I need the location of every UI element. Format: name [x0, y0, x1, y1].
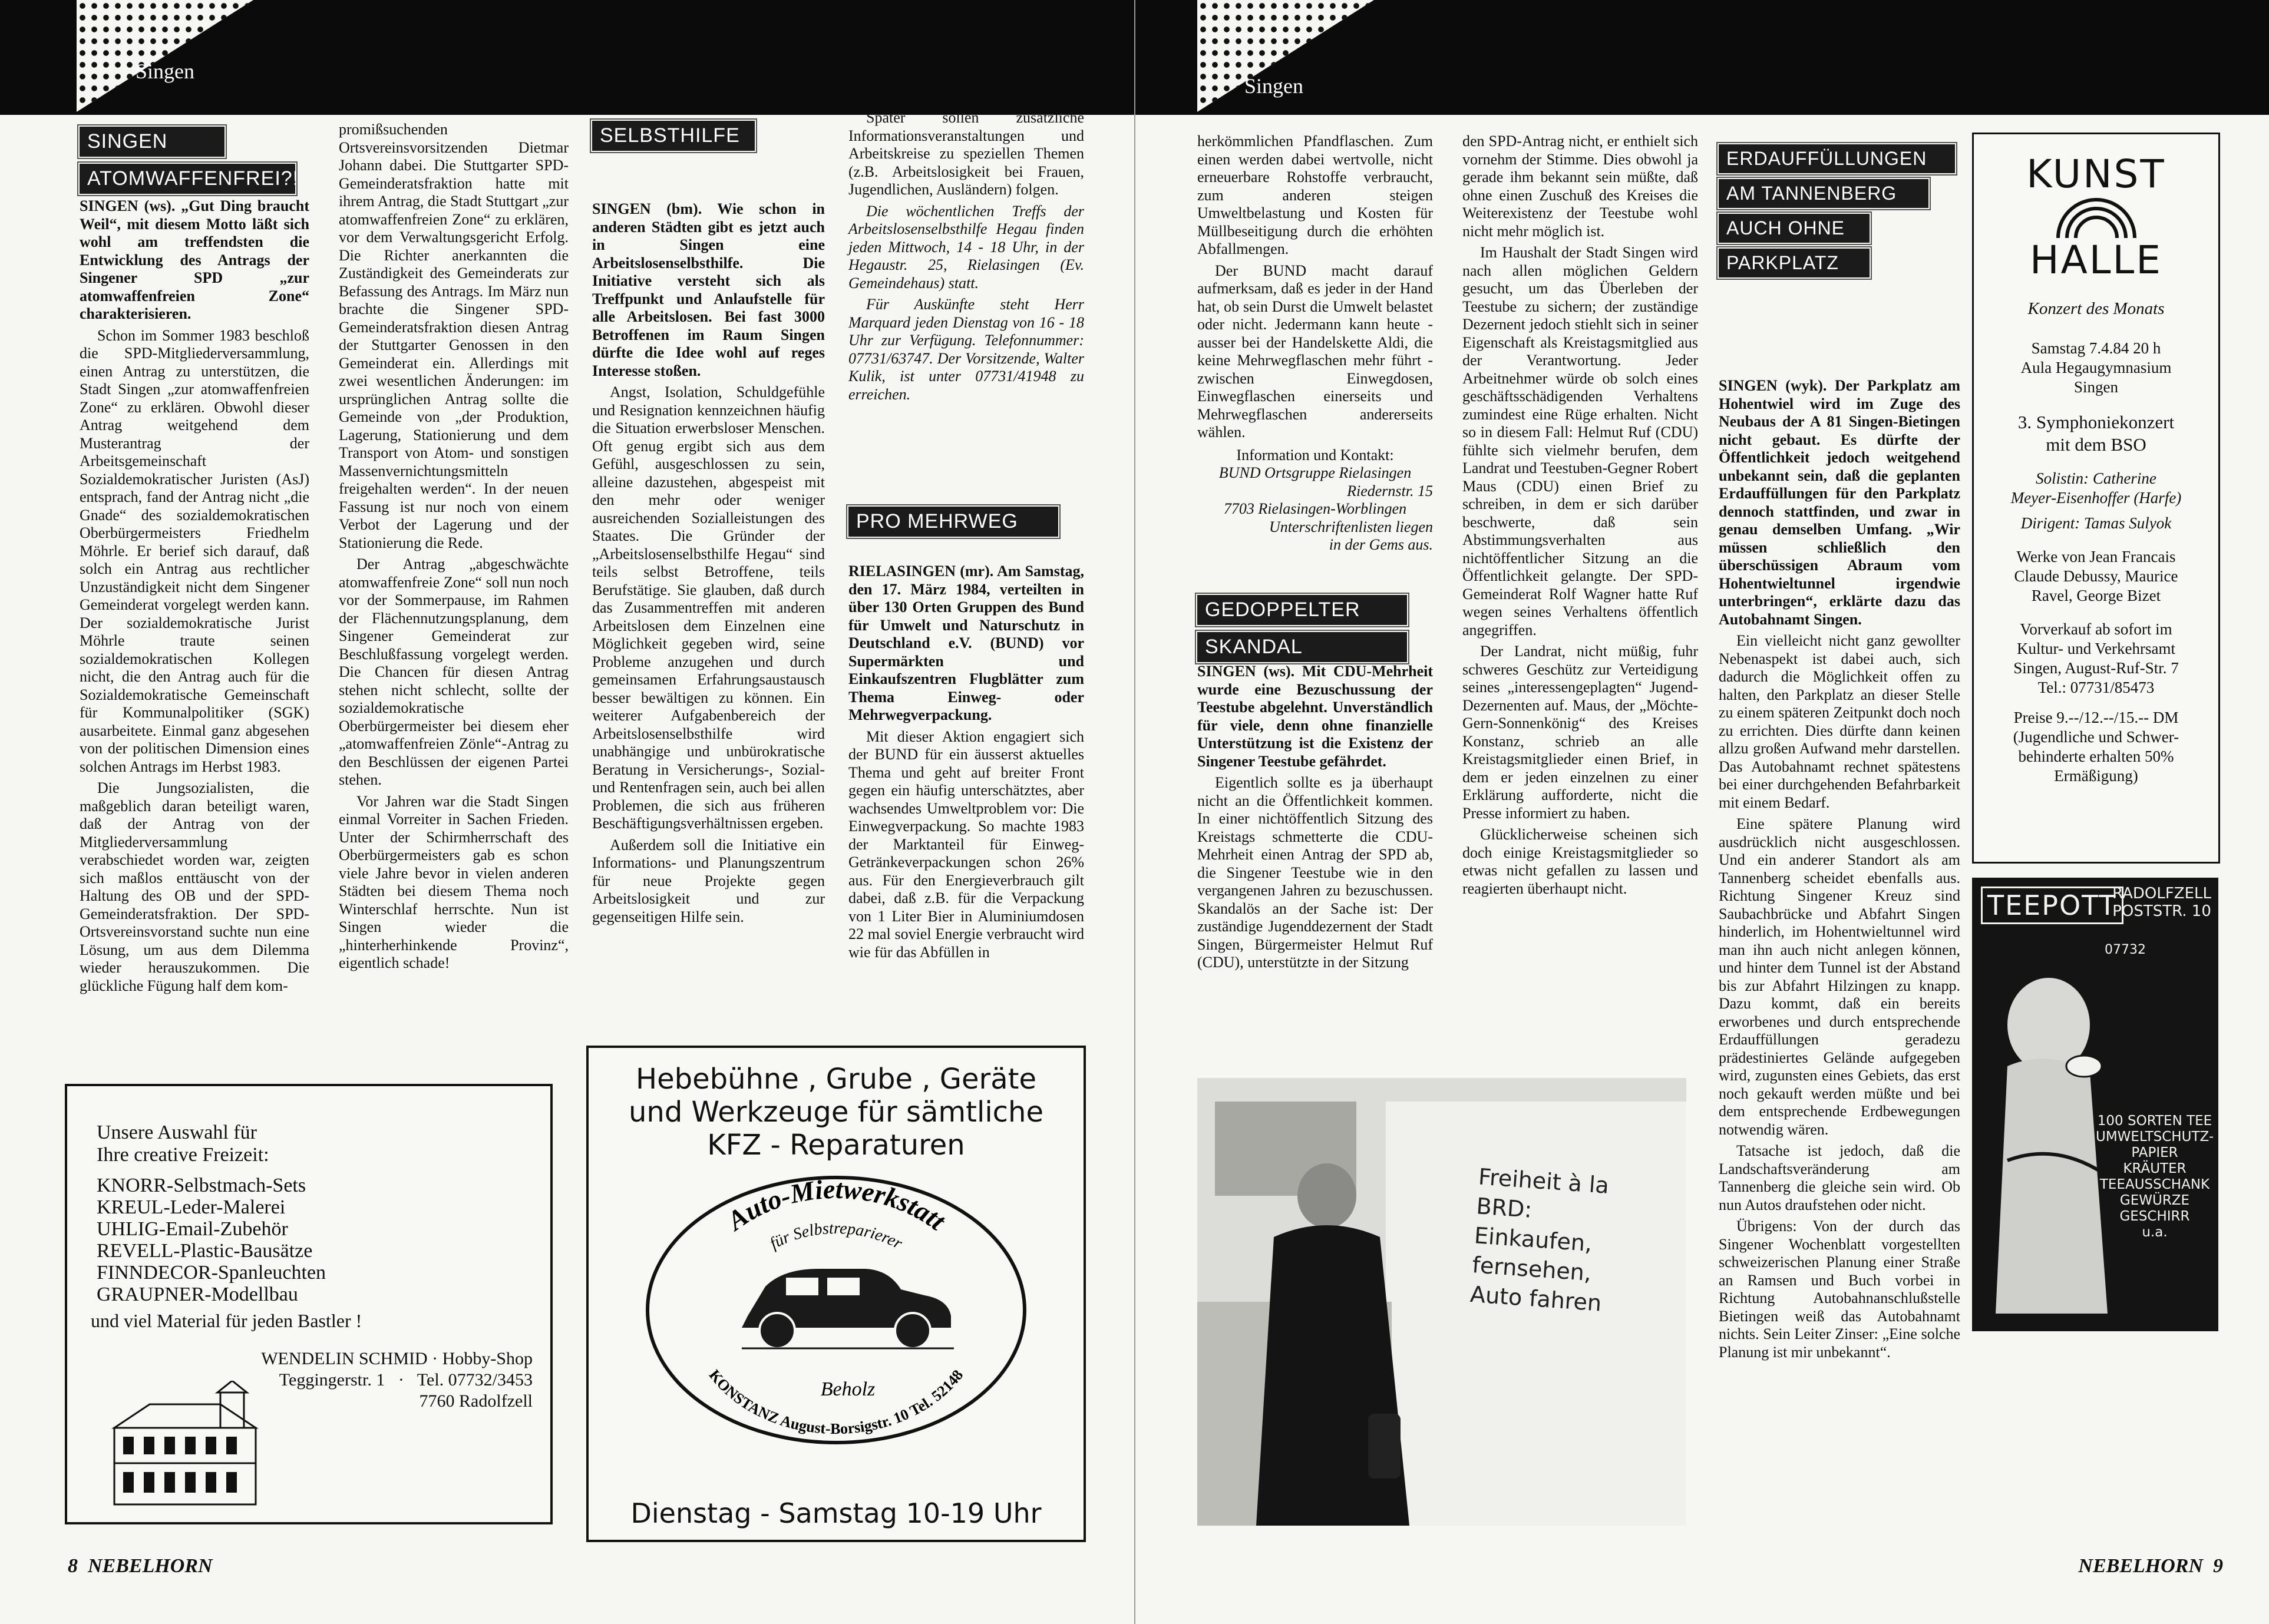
article-pro-mehrweg-col2	[1197, 133, 1433, 554]
works-line: Werke von Jean Francais	[2016, 548, 2176, 565]
contact-line: BUND Ortsgruppe Rielasingen	[1218, 464, 1412, 481]
page-number: 8	[68, 1555, 78, 1577]
ad-line: GRAUPNER-Modellbau	[97, 1284, 298, 1305]
ad-line: Ihre creative Freizeit:	[97, 1144, 269, 1166]
ad-phone: Tel. 07732/3453	[417, 1370, 533, 1390]
headline-gedoppelter-skandal	[1197, 595, 1433, 669]
headline-pro-mehrweg	[848, 507, 1084, 544]
teepott-offer	[2096, 1113, 2214, 1241]
magazine-name: NEBELHORN	[2078, 1555, 2203, 1577]
ad-line: FINNDECOR-Spanleuchten	[97, 1262, 326, 1284]
graffiti-text	[1469, 1162, 1611, 1318]
article-lead: SINGEN (ws). Mit CDU-Mehrheit wurde eine Bezuschussung der Teestube abgelehnt. Unverständlich für viele, denn ohne finanzielle Unterstützung ist die Existenz der Singener Teestube gefährdet.	[1197, 663, 1433, 770]
headline-line: SKANDAL	[1197, 632, 1407, 662]
article-lead: SINGEN (bm). Wie schon in anderen Städten gibt es jetzt auch in Singen eine Arbeitslosenselbsthilfe. Die Initiative versteht sich als Treffpunkt und Anlaufstelle für alle Arbeitslosen. Bei fast 3000 Betroffenen im Raum Singen dürfte die Idee wohl auf reges Interesse stoßen.	[592, 200, 825, 379]
ad-owner: Beholz	[820, 1378, 876, 1400]
presale-line: Kultur- und Verkehrsamt	[2017, 640, 2175, 657]
offer-line: u.a.	[2142, 1225, 2168, 1240]
svg-text:für Selbstreparierer	[767, 1219, 905, 1253]
headline-line: SINGEN	[80, 127, 224, 157]
presale-line: Vorverkauf ab sofort im	[2020, 620, 2172, 638]
article-paragraph: Eine spätere Planung wird ausdrücklich nicht ausgeschlossen. Und ein anderer Standort als am Tannenberg scheidet ebenfalls aus. Richtung Singener Kreuz sind Saubachbrücke und Abfahrt Singen hinderlich, im Hohentwieltunnel wird man ihn auch nicht anlegen können, und hinter dem Tunnel ist der Abstand bis zur Abfahrt Hilzingen zu knapp. Dazu kommt, daß ein bereits erworbenes und durch entsprechende Erdauffüllungen geradezu prädestiniertes Gelände aufgegeben wird, zugunsten eines Gebiets, das erst noch gekauft werden müßte und bei dem entsprechende Erdbewegungen notwendig wären.	[1719, 815, 1960, 1138]
article-selbsthilfe-col1	[592, 200, 825, 930]
article-paragraph: Später sollen zusätzliche Informationsveranstaltungen und Arbeitskreise zu speziellen Themen (z.B. Arbeitslosigkeit bei Frauen, Jugendlichen, Ausländern) folgen.	[848, 109, 1084, 198]
offer-line: GESCHIRR	[2119, 1209, 2190, 1224]
ad-shop-name: WENDELIN SCHMID · Hobby-Shop	[261, 1349, 533, 1368]
headline-line: SELBSTHILFE	[592, 121, 755, 151]
offer-line: GEWÜRZE	[2119, 1193, 2190, 1208]
ad-line: und Werkzeuge für sämtliche	[628, 1096, 1043, 1129]
article-lead: SINGEN (ws). „Gut Ding braucht Weil“, mit diesem Motto läßt sich wohl am treffendsten die Entwicklung des Antrags der Singener SPD „zur atomwaffenfreien Zone“ charakterisieren.	[80, 197, 309, 322]
headline-line: PARKPLATZ	[1719, 249, 1870, 277]
article-selbsthilfe-col2	[848, 109, 1084, 407]
works-line: Ravel, George Bizet	[2031, 587, 2161, 604]
article-skandal-col2	[1462, 133, 1698, 901]
page-number: 9	[2213, 1555, 2223, 1577]
kunsthalle-prices	[1974, 708, 2218, 786]
running-head: Singen	[136, 59, 195, 83]
article-lead: SINGEN (wyk). Der Parkplatz am Hohentwiel wird im Zuge des Neubaus der A 81 Singen-Bietingen nicht gebaut. Es dürfte der Öffentlichkeit jedoch weitgehend unbekannt sein, daß die geplanten Erdauffüllungen für den Parkplatz dennoch stattfinden, und zwar in genau demselben Umfang. „Wir müssen schließlich den überschüssigen Abraum vom Hohentwieltunnel irgendwie unterbringen“, erklärte dazu das Autobahnamt Singen.	[1719, 377, 1960, 628]
contact-line: Unterschriftenlisten liegen	[1269, 518, 1433, 535]
ad-city: 7760 Radolfzell	[419, 1391, 533, 1411]
contact-line: Information und Kontakt:	[1236, 446, 1394, 464]
article-paragraph: Der Landrat, nicht müßig, fuhr schweres Geschütz zur Verteidigung seines „interessengeplagten“ Jugend-Dezernenten auf. Maus, der „Möchte-Gern-Sonnenkönig“ des Kreises Konstanz, schrieb an alle Kreistagsmitglieder einen Brief, in dem er jeden einzelnen zu einer Erklärung aufforderte, nicht die Presse informiert zu haben.	[1462, 643, 1698, 822]
magazine-name: NEBELHORN	[88, 1555, 213, 1577]
price-line: Preise 9.--/12.--/15.-- DM	[2013, 709, 2179, 726]
contact-line: Riedernstr. 15	[1347, 482, 1433, 500]
article-atomwaffenfrei-col2	[339, 121, 569, 976]
offer-line: KRÄUTER	[2123, 1161, 2187, 1176]
price-line: behinderte erhalten 50%	[2018, 747, 2174, 765]
ad-hobby-tagline: und viel Material für jeden Bastler !	[91, 1310, 362, 1331]
folio-left	[68, 1555, 213, 1577]
right-page	[1134, 0, 2269, 1624]
ad-line: KFZ - Reparaturen	[707, 1129, 965, 1162]
kunsthalle-works	[1974, 547, 2218, 606]
offer-line: PAPIER	[2131, 1145, 2178, 1160]
presale-line: Tel.: 07731/85473	[2037, 679, 2155, 696]
contact-line: in der Gems aus.	[1329, 536, 1433, 553]
ad-arc-title: Auto-Mietwerkstatt	[721, 1173, 952, 1236]
article-atomwaffenfrei-col1	[80, 197, 309, 998]
ad-hobby-shop	[65, 1084, 553, 1524]
article-paragraph: Mit dieser Aktion engagiert sich der BUND für ein äusserst aktuelles Thema und geht auf breiter Front gegen ein häufig unterschätztes, aber wachsendes Umweltproblem vor: Die Einwegverpackung. So machte 1983 der Marktanteil für Einweg-Getränkeverpackungen schon 26% aus. Für den Energieverbrauch gilt dabei, daß z.B. für die Verpackung von 1 Liter Bier in Aluminiumdosen 22 mal soviel Energie verbraucht wird wie für das Abfüllen in	[848, 727, 1084, 961]
offer-line: TEEAUSSCHANK	[2099, 1177, 2210, 1192]
ad-line: REVELL-Plastic-Bausätze	[97, 1240, 313, 1262]
event-line: 3. Symphoniekonzert	[2017, 412, 2175, 432]
article-paragraph: Übrigens: Von der durch das Singener Wochenblatt vorgestellten schweizerischen Planung einer Straße an Ramsen und Buch vorbei in Richtung Autobahnanschlußstelle Bietingen weiß das Autobahnamt nichts. Sein Leiter Zinser: „Eine solche Planung ist mir unbekannt“.	[1719, 1218, 1960, 1361]
address-line: RADOLFZELL	[2112, 885, 2211, 902]
kunsthalle-date: Samstag 7.4.84 20 h	[2031, 339, 2161, 357]
headline-selbsthilfe	[592, 121, 822, 158]
ad-kunsthalle	[1972, 133, 2220, 864]
article-paragraph: herkömmlichen Pfandflaschen. Zum einen werden dabei wertvolle, nicht erneuerbare Rohstoffe verbraucht, zum anderen steigen Umweltbelastung und Kosten für Müllbeseitigung durch die erhöhten Abfallmengen.	[1197, 133, 1433, 257]
offer-line: UMWELTSCHUTZ-	[2096, 1129, 2214, 1145]
kunsthalle-logo	[2011, 152, 2182, 283]
price-line: (Jugendliche und Schwer-	[2013, 728, 2179, 746]
article-paragraph: Die Jungsozialisten, die maßgeblich daran beteiligt waren, daß der Antrag von der Mitgliederversammlung verabschiedet worden war, zeigten sich maßlos enttäuscht von der Haltung des OB und der SPD-Gemeinderatsfraktion. Der SPD-Ortsvereinsvorstand suchte nun eine Lösung, um aus dem Dilemma wieder herauszukommen. Die glückliche Fügung half dem kom-	[80, 779, 309, 994]
article-paragraph: Tatsache ist jedoch, daß die Landschaftsveränderung am Tannenberg die gleiche sein wird. Ob nun Autos draufstehen oder nicht.	[1719, 1142, 1960, 1213]
headline-line: PRO MEHRWEG	[848, 507, 1058, 537]
rainbow-icon	[2052, 197, 2141, 238]
ad-line: KREUL-Leder-Malerei	[97, 1196, 286, 1218]
ad-arc-subtitle: für Selbstreparierer	[767, 1219, 906, 1253]
article-skandal-col1	[1197, 663, 1433, 975]
headline-atomwaffenfrei	[80, 127, 309, 201]
ad-line: Hebebühne , Grube , Geräte	[635, 1063, 1036, 1096]
ad-line: KNORR-Selbstmach-Sets	[97, 1175, 306, 1196]
headline-line: AM TANNENBERG	[1719, 179, 1928, 208]
article-erdauffuellungen	[1719, 377, 1960, 1365]
kunsthalle-conductor: Dirigent: Tamas Sulyok	[2020, 514, 2172, 532]
ad-werkstatt-headline	[589, 1063, 1084, 1162]
article-paragraph: Eigentlich sollte es ja überhaupt nicht an die Öffentlichkeit kommen. In einer nichtöffentlich Sitzung des Kreistags schmetterte die CDU-Mehrheit einen Antrag der SPD ab, die Singener Teestube wie in den vergangenen Jahren zu bezuschussen. Skandalös an der Sache ist: Der zuständige Jugenddezernent der Stadt Singen, Bürgermeister Helmut Ruf (CDU), unterstützte in der Sitzung	[1197, 774, 1433, 971]
venue-line: Aula Hegaugymnasium	[2020, 359, 2172, 376]
article-paragraph: Der Antrag „abgeschwächte atomwaffenfreie Zone“ soll nun noch vor der Sommerpause, im Rahmen der Flächennutzungsplanung, dem Singener Gemeinderat zur Beschlußfassung vorgelegt werden. Die Chancen für diesen Antrag stehen nicht schlecht, sollte der sozialdemokratische Oberbürgermeister bei diesem eher „atomwaffenfreien Zönle“-Antrag zu den Beschlüssen der eigenen Partei stehen.	[339, 555, 569, 788]
soloist-line: Solistin: Catherine	[2036, 469, 2156, 487]
article-paragraph: Der BUND macht darauf aufmerksam, daß es jeder in der Hand hat, ob sein Durst die Umwelt belastet oder nicht. Jedermann kann heute - ausser bei der Handelskette Aldi, die keine Mehrwegflaschen mehr führt - zwischen Einwegdosen, Einwegflaschen einerseits und Mehrwegflaschen andererseits wählen.	[1197, 262, 1433, 441]
article-pro-mehrweg-col1	[848, 563, 1084, 965]
kunsthalle-soloist	[1974, 469, 2218, 508]
pedestrian-figure	[1233, 1155, 1433, 1526]
address-line: POSTSTR. 10	[2112, 902, 2211, 920]
running-head: Singen	[1244, 74, 1304, 98]
kunsthalle-venue	[1974, 358, 2218, 397]
article-info: Für Auskünfte steht Herr Marquard jeden Dienstag von 16 - 18 Uhr zur Verfügung. Telefonnummer: 07731/63747. Der Vorsitzende, Walter Kulik, ist unter 07731/41948 zu erreichen.	[848, 296, 1084, 403]
event-line: mit dem BSO	[2046, 434, 2146, 455]
ad-street: Teggingerstr. 1	[279, 1370, 385, 1390]
offer-line: 100 SORTEN TEE	[2097, 1113, 2212, 1129]
kunsthalle-title: Konzert des Monats	[2027, 299, 2165, 318]
kunsthalle-presale	[1974, 620, 2218, 697]
graffiti-line: Freiheit à la	[1477, 1163, 1610, 1199]
teepott-name: TEEPOTT	[1981, 887, 2123, 924]
ad-arc-address: KONSTANZ August-Borsigstr. 10 Tel. 52148	[705, 1366, 967, 1438]
article-paragraph: promißsuchenden Ortsvereinsvorsitzenden Dietmar Johann dabei. Die Stuttgarter SPD-Gemeinderatsfraktion hatte mit ihrem Antrag, die Stadt Stuttgart „zur atomwaffenfreien Zone“ zu erklären, vor dem Verwaltungsgericht Erfolg. Die Richter anerkannten die Zuständigkeit des Gemeinderats zur Befassung des Antrags. Im März nun brachte die Singener SPD-Gemeinderatsfraktion diesen Antrag der Stuttgarter Genossen in den Gemeinderat ein. Allerdings mit zwei wesentlichen Änderungen: im ursprünglichen Antrag sollte die Gemeinde von „der Produktion, Lagerung, Stationierung und dem Transport von Atom- und sonstigen Massenvernichtungsmitteln freigehalten werden“. In der neuen Fassung ist nur noch von einem Verbot der Lagerung und der Stationierung die Rede.	[339, 121, 569, 551]
headline-line: AUCH OHNE	[1719, 214, 1870, 243]
graffiti-line: fernsehen,	[1471, 1252, 1593, 1286]
article-paragraph: Glücklicherweise scheinen sich doch einige Kreistagsmitglieder so etwas nicht gefallen zu lassen und reagierten überhaupt nicht.	[1462, 826, 1698, 897]
building-illustration	[103, 1381, 291, 1510]
teepott-phone: 07732	[2105, 942, 2146, 957]
works-line: Claude Debussy, Maurice	[2014, 567, 2178, 585]
left-page	[0, 0, 1134, 1624]
article-paragraph: Schon im Sommer 1983 beschloß die SPD-Mitgliederversammlung, einen Antrag zu unterstützen, die Stadt Singen „zur atomwaffenfreien Zone“ zu erklären. Obwohl dieser Antrag weitgehend dem Musterantrag der Arbeitsgemeinschaft Sozialdemokratischer Juristen (AsJ) entsprach, fand der Antrag nicht „die Gnade“ des sozialdemokratischen Oberbürgermeisters Friedhelm Möhrle. Er berief sich darauf, daß solch ein Antrag aus rechtlicher Unzuständigkeit nicht dem Singener Gemeinderat vorgelegt werden kann. Der sozialdemokratische Jurist Möhrle traute seinen sozialdemokratischen Kollegen nicht, die den Antrag auch für die Sozialdemokratische Gemeinschaft für Kommunalpolitiker (SGK) ausarbeitete. Einmal ganz abgesehen von der politischen Dimension eines solchen Antrags im Herbst 1983.	[80, 326, 309, 775]
article-paragraph: Ein vielleicht nicht ganz gewollter Nebenaspekt ist dabei auch, sich dadurch die Möglichkeit offen zu halten, den Parkplatz an dieser Stelle zu einem späteren Zeitpunkt doch noch zu errichten. Dies dürfte dann keinen allzu großen Aufwand mehr darstellen. Das Autobahnamt rechnet spätestens bei einer durchgehenden Befahrbarkeit mit einem Bedarf.	[1719, 632, 1960, 811]
graffiti-line: BRD:	[1475, 1193, 1533, 1223]
article-paragraph: Vor Jahren war die Stadt Singen einmal Vorreiter in Sachen Frieden. Unter der Schirmherrschaft des Oberbürgermeisters gab es schon viele Jahre bevor in vielen anderen Städten bei diesem Thema noch Winterschlaf herrschte. Nun ist Singen wieder die „hinterherhinkende Provinz“, eigentlich schade!	[339, 792, 569, 971]
graffiti-line: Auto fahren	[1469, 1281, 1603, 1317]
venue-line: Singen	[2073, 378, 2118, 396]
article-paragraph: Außerdem soll die Initiative ein Informations- und Planungszentrum für neue Projekte gegen Arbeitslosigkeit und zur gegenseitigen Hilfe sein.	[592, 836, 825, 925]
ad-teepott	[1972, 878, 2218, 1331]
headline-line: ERDAUFFÜLLUNGEN	[1719, 144, 1955, 173]
article-paragraph: Angst, Isolation, Schuldgefühle und Resignation kennzeichnen häufig die Situation erwerbsloser Menschen. Oft genug ergibt sich aus dem Gefühl, ausgeschlossen zu sein, alleine dazustehen, abgespeist mit den mehr oder weniger ausreichenden Sozialleistungen des Staates. Die Gründer der „Arbeitslosenselbsthilfe Hegau“ sind teils selbst Betroffene, teils Berufstätige. Sie glauben, daß durch das Zusammentreffen mit anderen Arbeitslosen dem Einzelnen eine Möglichkeit gegeben wird, seine Probleme anzugehen und durch gemeinsamen Erfahrungsaustausch besser bewältigen zu können. Ein weiterer Aufgabenbereich der Arbeitslosenselbsthilfe wird unabhängige und unbürokratische Beratung in Versicherungs-, Sozial- und Rentenfragen sein, auch bei allen Problemen, die sich aus früheren Beschäftigungsverhältnissen ergeben.	[592, 383, 825, 832]
car-icon	[742, 1269, 954, 1348]
price-line: Ermäßigung)	[2054, 767, 2138, 785]
ad-hobby-intro	[97, 1122, 269, 1166]
article-info: Die wöchentlichen Treffs der Arbeitslosenselbsthilfe Hegau finden jeden Mittwoch, 14 - 18 Uhr, in der Hegaustr. 25, Rielasingen (Ev. Gemeindehaus) statt.	[848, 202, 1084, 292]
ad-werkstatt-hours: Dienstag - Samstag 10-19 Uhr	[630, 1497, 1042, 1529]
contact-line: 7703 Rielasingen-Worblingen	[1223, 500, 1407, 517]
headline-erdauffuellungen	[1719, 144, 1966, 283]
logo-line: HALLE	[2029, 237, 2163, 283]
headline-line: GEDOPPELTER	[1197, 595, 1407, 625]
article-contact	[1197, 446, 1433, 554]
ad-line: UHLIG-Email-Zubehör	[97, 1218, 288, 1240]
teepott-address	[2112, 885, 2211, 920]
headline-line: ATOMWAFFENFREI?!	[80, 164, 295, 194]
ad-hobby-brands	[97, 1175, 326, 1305]
soloist-line: Meyer-Eisenhoffer (Harfe)	[2010, 489, 2182, 507]
graffiti-line: Einkaufen,	[1473, 1222, 1593, 1257]
article-paragraph: den SPD-Antrag nicht, er enthielt sich vornehm der Stimme. Dies obwohl ja gerade ihm bekannt sein müßte, daß ohne einen Zuschuß des Kreises die Weiterexistenz der Teestube wohl nicht mehr möglich ist.	[1462, 133, 1698, 240]
article-paragraph: Im Haushalt der Stadt Singen wird nach allen möglichen Geldern gesucht, um das Überleben der Teestube zu sichern; der zuständige Dezernent jedoch stiehlt sich in seiner Eigenschaft als Kreistagsmitglied aus der Verantwortung. Jeder Arbeitnehmer würde ob solch eines geschäftsschädigenden Verhaltens zumindest eine Rüge erhalten. Nicht so in diesem Fall: Helmut Ruf (CDU) fühlte sich vielmehr berufen, dem Landrat und Teestuben-Gegner Robert Maus (CDU) einen Brief zu schreiben, in dem er sich darüber beschwerte, daß sein Abstimmungsverhalten aus nichtöffentlicher Sitzung an die Öffentlichkeit gelangte. Der SPD-Gemeinderat Rolf Wagner hatte Ruf wegen seines Verhaltens öffentlich angegriffen.	[1462, 244, 1698, 639]
ad-hobby-address: WENDELIN SCHMID · Hobby-Shop Teggingerstr. 1 · Tel. 07732/3453 7760 Radolfzell	[261, 1349, 533, 1411]
article-lead: RIELASINGEN (mr). Am Samstag, den 17. März 1984, verteilten in über 130 Orten Gruppen des Bund für Umwelt und Naturschutz in Deutschland e.V. (BUND) vor Supermärkten und Einkaufszentren Flugblätter zum Thema Einweg- oder Mehrwegverpackung.	[848, 563, 1084, 723]
kunsthalle-event	[1974, 411, 2218, 456]
photo-graffiti	[1197, 1078, 1686, 1526]
ad-line: Unsere Auswahl für	[97, 1122, 257, 1143]
presale-line: Singen, August-Ruf-Str. 7	[2013, 659, 2179, 677]
ad-auto-mietwerkstatt	[586, 1046, 1086, 1542]
ad-werkstatt-emblem	[630, 1169, 1042, 1451]
folio-right	[2078, 1555, 2223, 1577]
logo-line: KUNST	[2026, 151, 2166, 197]
